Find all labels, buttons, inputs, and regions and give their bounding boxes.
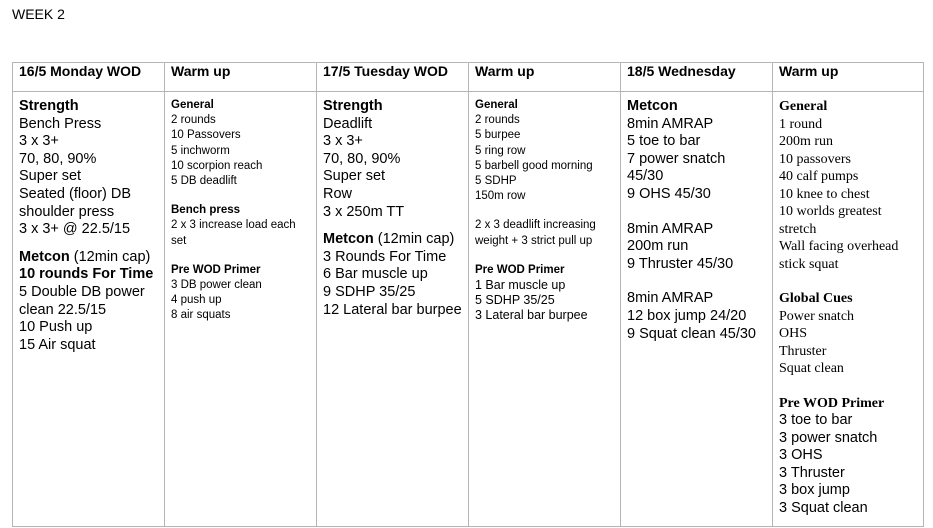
monday-warmup-cell (165, 92, 317, 527)
list-item: Thruster (779, 343, 827, 359)
list-item: 5 burpee (475, 129, 521, 142)
list-item: 3 x 3+ (323, 133, 363, 150)
list-item: 3 Lateral bar burpee (475, 308, 588, 323)
list-item: 10 Passovers (171, 129, 241, 142)
tuesday-wod-cell (317, 92, 469, 527)
tuesday-metcon-cap: (12min cap) (373, 231, 455, 248)
list-item: 12 box jump 24/20 (627, 307, 747, 324)
list-item: 1 round (779, 116, 823, 132)
tuesday-warmup-general-title: General (475, 99, 518, 111)
list-item: 3 toe to bar (779, 412, 853, 428)
monday-wod-cell (13, 92, 165, 527)
monday-metcon-heading (19, 249, 158, 267)
list-item: 200m run (627, 238, 689, 255)
list-item: 10 knee to chest (779, 186, 870, 202)
list-item: 2 rounds (171, 114, 216, 127)
list-item: Deadlift (323, 115, 373, 132)
list-item: 9 OHS 45/30 (627, 185, 711, 202)
header-monday-warmup: Warm up (165, 63, 317, 92)
list-item: 3 x 250m TT (323, 203, 405, 220)
list-item: 8 air squats (171, 309, 231, 322)
list-item: OHS (779, 326, 808, 341)
list-item: 5 SDHP (475, 175, 517, 188)
content-row (13, 92, 924, 527)
list-item: 5 SDHP 35/25 (475, 293, 555, 308)
monday-strength-title: Strength (19, 98, 79, 114)
list-item: 3 power snatch (779, 429, 878, 446)
list-item: 2 x 3 increase load each (171, 219, 296, 232)
list-item: clean 22.5/15 (19, 301, 107, 318)
list-item: 150m row (475, 190, 526, 203)
list-item: 5 DB deadlift (171, 175, 237, 188)
list-item: weight + 3 strict pull up (475, 234, 593, 247)
list-item: 6 Bar muscle up (323, 266, 428, 283)
header-tuesday-wod: 17/5 Tuesday WOD (317, 63, 469, 92)
list-item: 200m run (779, 134, 834, 149)
list-item: 8min AMRAP (627, 115, 714, 132)
wednesday-warmup-general-title: General (779, 99, 828, 114)
list-item: 3 Thruster (779, 464, 845, 481)
list-item: 9 Thruster 45/30 (627, 255, 734, 272)
header-wednesday-wod: 18/5 Wednesday (621, 63, 773, 92)
list-item: 10 scorpion reach (171, 159, 263, 172)
monday-warmup-primer-title: Pre WOD Primer (171, 263, 261, 276)
monday-warmup-bench-title: Bench press (171, 204, 241, 217)
list-item: 3 Rounds For Time (323, 248, 447, 265)
list-item: Row (323, 185, 353, 202)
list-item: 10 Push up (19, 319, 93, 336)
list-item: 10 passovers (779, 151, 851, 167)
tuesday-metcon-heading (323, 231, 462, 249)
list-item: stretch (779, 221, 817, 237)
list-item: 3 DB power clean (171, 279, 262, 292)
week-label: WEEK 2 (12, 6, 65, 22)
schedule-table (12, 62, 924, 527)
list-item: 3 OHS (779, 447, 823, 464)
list-item: Seated (floor) DB (19, 185, 132, 202)
wednesday-wod-cell (621, 92, 773, 527)
wednesday-warmup-primer-title: Pre WOD Primer (779, 395, 885, 411)
header-wednesday-warmup: Warm up (773, 63, 924, 92)
list-item: 5 barbell good morning (475, 159, 593, 172)
tuesday-strength-title: Strength (323, 98, 383, 114)
header-tuesday-warmup: Warm up (469, 63, 621, 92)
monday-metcon-title: Metcon (19, 248, 70, 265)
list-item: 2 rounds (475, 114, 520, 127)
list-item: 4 push up (171, 294, 222, 307)
list-item: 9 Squat clean 45/30 (627, 325, 756, 342)
tuesday-metcon-title: Metcon (323, 231, 374, 248)
list-item: set (171, 234, 187, 247)
list-item: shoulder press (19, 203, 115, 220)
wednesday-warmup-cues-title: Global Cues (779, 291, 853, 306)
list-item: 40 calf pumps (779, 169, 859, 184)
list-item: Super set (323, 168, 386, 185)
list-item: 70, 80, 90% (19, 150, 97, 167)
list-item: 3 Squat clean (779, 499, 868, 516)
list-item: 12 Lateral bar burpee (323, 301, 462, 318)
list-item: 7 power snatch (627, 150, 726, 167)
monday-warmup-general-title: General (171, 99, 214, 111)
wednesday-metcon-title: Metcon (627, 98, 678, 114)
list-item: 70, 80, 90% (323, 150, 401, 167)
list-item: 5 inchworm (171, 144, 230, 157)
list-item: Squat clean (779, 361, 844, 376)
monday-metcon-cap: (12min cap) (69, 248, 151, 265)
header-monday-wod: 16/5 Monday WOD (13, 63, 165, 92)
list-item: 5 Double DB power (19, 283, 145, 300)
wednesday-warmup-cell (773, 92, 924, 527)
list-item: 2 x 3 deadlift increasing (475, 219, 596, 232)
list-item: 10 worlds greatest (779, 204, 882, 219)
list-item: Wall facing overhead (779, 239, 899, 254)
tuesday-warmup-cell (469, 92, 621, 527)
list-item: 3 x 3+ (19, 133, 59, 150)
list-item: 45/30 (627, 168, 664, 185)
list-item: Super set (19, 168, 82, 185)
list-item: 15 Air squat (19, 336, 96, 353)
list-item: 8min AMRAP (627, 290, 714, 307)
list-item: 5 toe to bar (627, 133, 701, 150)
tuesday-warmup-primer-title: Pre WOD Primer (475, 263, 565, 276)
list-item: 9 SDHP 35/25 (323, 283, 416, 300)
list-item: 3 x 3+ @ 22.5/15 (19, 221, 131, 238)
list-item: stick squat (779, 256, 839, 272)
list-item: 1 Bar muscle up (475, 278, 566, 293)
header-row (13, 63, 924, 92)
list-item: Bench Press (19, 115, 102, 132)
list-item: 5 ring row (475, 144, 526, 157)
list-item: Power snatch (779, 308, 855, 324)
monday-metcon-format: 10 rounds For Time (19, 266, 154, 283)
list-item: 3 box jump (779, 482, 850, 499)
list-item: 8min AMRAP (627, 220, 714, 237)
